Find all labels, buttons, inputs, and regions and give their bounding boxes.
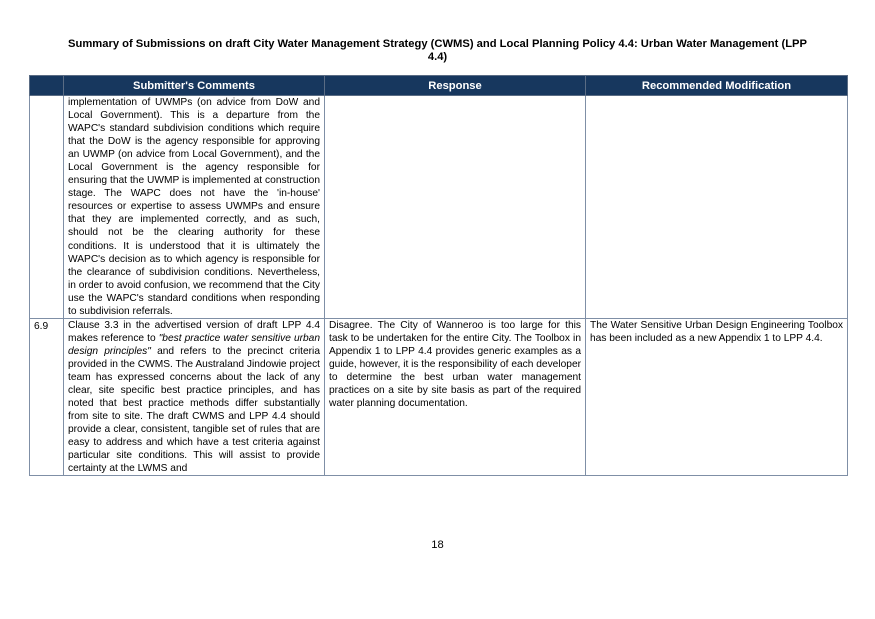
comments-text xyxy=(68,319,320,476)
comments-cell xyxy=(64,318,325,476)
table-row xyxy=(30,96,848,319)
column-header-modification: Recommended Modification xyxy=(586,76,848,96)
modification-text: The Water Sensitive Urban Design Engineering Toolbox has been included as a new Appendix 1 to LPP 4.4. xyxy=(590,319,843,344)
column-header-number xyxy=(30,76,64,96)
row-number: 6.9 xyxy=(30,318,64,476)
comments-text-after: and refers to the precinct criteria provided in the CWMS. The Australand Jindowie project team has expressed concerns about the lack of any clear, site specific best practice principles, and has noted that best practice methods differ substantially from site to site. The draft CWMS and LPP 4.4 should provide a clear, consistent, tangible set of rules that are easy to address and which have a test criteria against particular site conditions. This will assist to provide certainty at the LWMS and xyxy=(68,345,320,475)
column-header-comments: Submitter's Comments xyxy=(64,76,325,96)
row-number xyxy=(30,96,64,319)
submissions-table xyxy=(29,75,848,476)
page-number: 18 xyxy=(431,539,444,551)
response-cell xyxy=(325,96,586,319)
comments-cell xyxy=(64,96,325,319)
comments-quote: "best practice water sensitive urban design principles" xyxy=(68,332,321,357)
modification-cell xyxy=(586,96,848,319)
page-title: Summary of Submissions on draft City Water Management Strategy (CWMS) and Local Planning Policy 4.4: Urban Water Management (LPP 4.4) xyxy=(68,38,807,63)
table-row xyxy=(30,318,848,476)
comments-text: implementation of UWMPs (on advice from DoW and Local Government). This is a departure from the WAPC's standard subdivision conditions which require that the DoW is the agency responsible for approving an UWMP (on advice from Local Government), and the Local Government is the agency responsible for ensuring that the UWMP is implemented at construction stage. The WAPC does not have the 'in-house' resources or expertise to assess UWMPs and ensure that they are implemented correctly, and as such, should not be the clearing authority for these conditions. It is understood that it is ultimately the WAPC's decision as to which agency is responsible for the clearance of subdivision conditions. Nevertheless, in order to avoid confusion, we recommend that the City use the WAPC's standard conditions when responding to subdivision referrals. xyxy=(68,97,320,317)
response-text: Disagree. The City of Wanneroo is too large for this task to be undertaken for the entire City. The Toolbox in Appendix 1 to LPP 4.4 provides generic examples as a guide, however, it is the responsibility of each developer to determine the best urban water management practices on a site by site basis as part of the required water planning documentation. xyxy=(329,319,582,410)
column-header-response: Response xyxy=(325,76,586,96)
table-header-row xyxy=(30,76,848,96)
comments-text-before: Clause 3.3 in the advertised version of draft LPP 4.4 makes reference to xyxy=(68,319,320,344)
modification-cell xyxy=(586,318,848,476)
response-cell xyxy=(325,318,586,476)
